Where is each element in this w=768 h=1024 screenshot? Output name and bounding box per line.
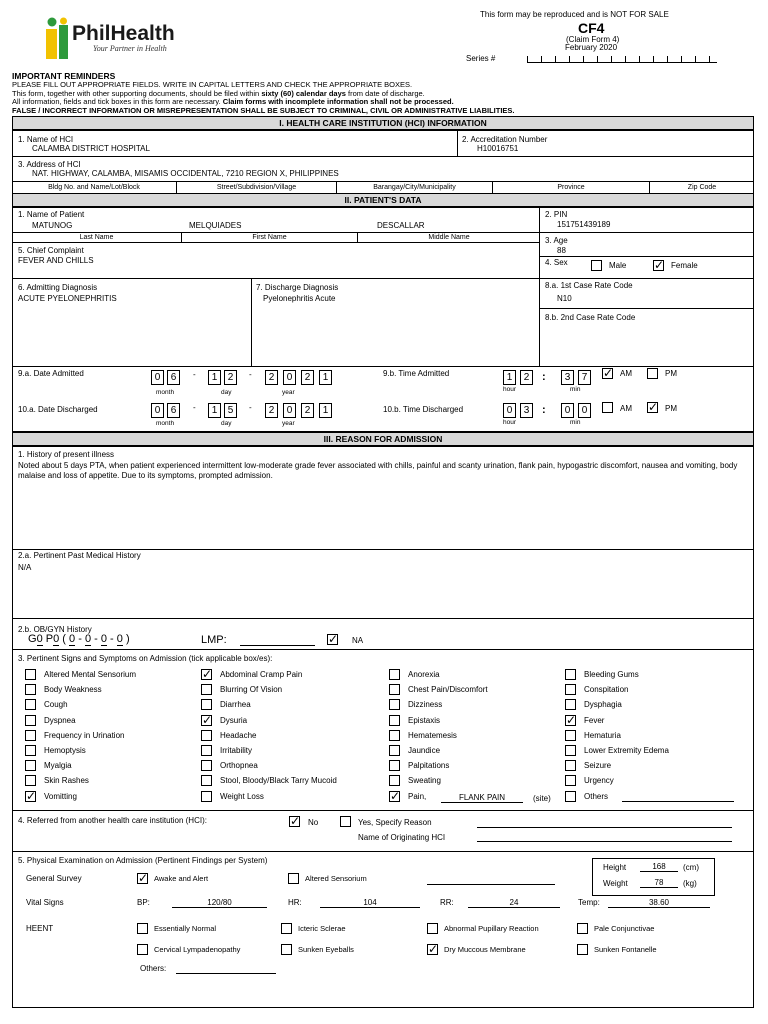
dis-min-label: min bbox=[570, 419, 581, 426]
hci-name-value[interactable]: CALAMBA DISTRICT HOSPITAL bbox=[32, 144, 150, 153]
ob-g-value[interactable]: 0 bbox=[36, 633, 43, 645]
symptom-checkbox[interactable] bbox=[25, 669, 36, 680]
dis-month-label: month bbox=[156, 420, 175, 427]
symptom-label: Dysphagia bbox=[584, 700, 622, 710]
altered-label: Altered Sensorium bbox=[305, 874, 367, 883]
date-discharged-label: 10.a. Date Discharged bbox=[18, 405, 98, 414]
hci-address-label: 3. Address of HCI bbox=[18, 160, 81, 169]
dis-hour-2[interactable]: 3 bbox=[520, 403, 533, 418]
symptom-checkbox[interactable] bbox=[201, 699, 212, 710]
diag-divider bbox=[12, 278, 754, 279]
lmp-field[interactable] bbox=[240, 645, 315, 646]
obgyn-values bbox=[28, 633, 130, 645]
others-field[interactable] bbox=[622, 801, 734, 802]
reminder-line-2b: sixty (60) calendar days bbox=[261, 89, 346, 98]
adm-dash-2: - bbox=[249, 370, 252, 379]
symptom-label: Hemoptysis bbox=[44, 746, 86, 755]
patient-name-label: 1. Name of Patient bbox=[18, 210, 85, 219]
dis-am-checkbox[interactable] bbox=[602, 402, 613, 413]
referred-yes-checkbox[interactable] bbox=[340, 816, 351, 827]
discharge-diagnosis-value[interactable]: Pyelonephritis Acute bbox=[263, 294, 336, 303]
addr-col-province: Province bbox=[493, 182, 650, 194]
symptom-label: Others bbox=[584, 791, 609, 801]
adm-hour-2[interactable]: 2 bbox=[520, 370, 533, 385]
general-survey-label: General Survey bbox=[26, 874, 82, 883]
hr-label: HR: bbox=[288, 898, 302, 907]
symptom-checkbox[interactable] bbox=[25, 730, 36, 741]
symptom-checkbox[interactable] bbox=[565, 699, 576, 710]
vital-signs-label: Vital Signs bbox=[26, 898, 64, 907]
symptom-checkbox[interactable] bbox=[201, 745, 212, 756]
referred-yes-label: Yes, Specify Reason bbox=[358, 818, 432, 827]
symptom-checkbox[interactable] bbox=[565, 745, 576, 756]
pin-label: 2. PIN bbox=[545, 210, 568, 219]
heent-dry-membrane-label: Dry Muccous Membrane bbox=[444, 945, 526, 954]
symptom-checkbox[interactable] bbox=[389, 669, 400, 680]
adm-dash-1: - bbox=[193, 370, 196, 379]
symptom-label: Orthopnea bbox=[220, 761, 258, 771]
time-admitted-label: 9.b. Time Admitted bbox=[383, 369, 450, 378]
adm-day-2[interactable]: 2 bbox=[224, 370, 237, 385]
symptom-checkbox[interactable]: ✓ bbox=[202, 667, 213, 681]
temp-label: Temp: bbox=[578, 898, 600, 907]
height-unit: (cm) bbox=[683, 863, 699, 872]
ob-paren-open: ( bbox=[62, 633, 66, 645]
ob-l[interactable]: 0 bbox=[116, 633, 123, 645]
hr-value[interactable]: 104 bbox=[320, 898, 420, 908]
dis-min-1[interactable]: 0 bbox=[561, 403, 574, 418]
ob-paren-close: ) bbox=[125, 633, 130, 645]
height-value[interactable]: 168 bbox=[640, 862, 678, 872]
complaint-value[interactable]: FEVER AND CHILLS bbox=[18, 256, 94, 265]
ob-p2[interactable]: 0 bbox=[84, 633, 92, 645]
time-discharged-label: 10.b. Time Discharged bbox=[383, 405, 464, 414]
age-label: 3. Age bbox=[545, 236, 568, 245]
hci-name-label: 1. Name of HCI bbox=[18, 135, 74, 144]
dis-hour-label: hour bbox=[503, 419, 517, 426]
symptom-label: Myalgia bbox=[44, 761, 72, 771]
symptom-label: Hematemesis bbox=[408, 730, 457, 740]
adm-colon: : bbox=[542, 371, 546, 383]
form-subtitle: (Claim Form 4) bbox=[566, 35, 620, 44]
symptom-label: Conspitation bbox=[584, 685, 629, 695]
heent-others-label: Others: bbox=[140, 964, 167, 973]
section-patient-title: II. PATIENT'S DATA bbox=[12, 193, 754, 207]
symptom-checkbox[interactable] bbox=[201, 791, 212, 802]
heent-fontanelle-label: Sunken Fontanelle bbox=[594, 945, 657, 954]
heent-pale-label: Pale Conjunctivae bbox=[594, 924, 655, 933]
hci-accred-label: 2. Accreditation Number bbox=[462, 135, 548, 144]
dis-year-4[interactable]: 1 bbox=[319, 403, 332, 418]
originating-hci-field[interactable] bbox=[477, 841, 732, 842]
reminder-line-3a: All information, fields and tick boxes in this form are necessary. bbox=[12, 97, 221, 106]
symptom-label: Dyspnea bbox=[44, 715, 76, 725]
rr-label: RR: bbox=[440, 898, 454, 907]
symptom-label: Lower Extremity Edema bbox=[584, 746, 669, 755]
ob-sep-1: - bbox=[78, 633, 82, 645]
adm-month-2[interactable]: 6 bbox=[167, 370, 180, 385]
ob-g: G bbox=[28, 633, 37, 645]
rr-value[interactable]: 24 bbox=[468, 898, 560, 908]
symptom-checkbox[interactable]: ✓ bbox=[26, 788, 37, 803]
heent-normal-label: Essentially Normal bbox=[154, 924, 217, 933]
case1-label: 8.a. 1st Case Rate Code bbox=[545, 281, 633, 290]
symptom-checkbox[interactable] bbox=[389, 699, 400, 710]
reminder-line-3b: Claim forms with incomplete information shall not be processed. bbox=[222, 97, 454, 106]
dis-year-2[interactable]: 0 bbox=[283, 403, 296, 418]
dis-hour-1[interactable]: 0 bbox=[503, 403, 516, 418]
addr-col-zip: Zip Code bbox=[687, 184, 717, 191]
referred-label: 4. Referred from another health care institution (HCI): bbox=[18, 816, 207, 825]
symptom-label: Body Weakness bbox=[44, 685, 102, 695]
adm-day-1[interactable]: 1 bbox=[208, 370, 221, 385]
case1-value[interactable]: N10 bbox=[557, 294, 572, 303]
symptom-checkbox[interactable] bbox=[25, 684, 36, 695]
case2-label: 8.b. 2nd Case Rate Code bbox=[545, 313, 636, 322]
symptom-checkbox[interactable] bbox=[201, 760, 212, 771]
form-code: CF4 bbox=[578, 20, 605, 36]
obgyn-label: 2.b. OB/GYN History bbox=[18, 625, 92, 634]
reminder-line-2a: This form, together with other supporting documents, should be filed within bbox=[12, 89, 260, 98]
col-first-name: First Name bbox=[182, 233, 358, 242]
section-hci-title: I. HEALTH CARE INSTITUTION (HCI) INFORMATION bbox=[12, 116, 754, 130]
originating-hci-label: Name of Originating HCI bbox=[358, 833, 446, 842]
case2-divider bbox=[539, 308, 754, 309]
symptom-checkbox[interactable] bbox=[25, 775, 36, 786]
symptom-label: Bleeding Gums bbox=[584, 670, 639, 679]
symptom-checkbox[interactable] bbox=[565, 760, 576, 771]
age-divider-top bbox=[539, 232, 754, 233]
symptom-label: Vomitting bbox=[44, 791, 77, 801]
heent-icteric-label: Icteric Sclerae bbox=[298, 924, 346, 933]
heent-dry-membrane-checkbox[interactable]: ✓ bbox=[428, 942, 439, 956]
symptom-label: Urgency bbox=[584, 776, 614, 786]
adm-min-1[interactable]: 3 bbox=[561, 370, 574, 385]
dis-day-label: day bbox=[221, 420, 232, 427]
hci-address-value[interactable]: NAT. HIGHWAY, CALAMBA, MISAMIS OCCIDENTAL, 7210 REGION X, PHILIPPINES bbox=[32, 169, 339, 178]
symptom-checkbox[interactable] bbox=[25, 699, 36, 710]
symptom-label: Jaundice bbox=[408, 746, 441, 755]
symptom-label: Frequency in Urination bbox=[44, 730, 125, 740]
symptom-checkbox[interactable]: ✓ bbox=[566, 712, 577, 727]
bp-value[interactable]: 120/80 bbox=[172, 898, 267, 908]
philhealth-logo bbox=[42, 16, 76, 62]
symptom-checkbox[interactable] bbox=[565, 730, 576, 741]
adm-month-1[interactable]: 0 bbox=[151, 370, 164, 385]
symptom-label: Fever bbox=[584, 715, 605, 725]
heent-fontanelle-checkbox[interactable] bbox=[577, 944, 588, 955]
symptom-checkbox[interactable]: ✓ bbox=[202, 712, 213, 727]
adm-year-3[interactable]: 2 bbox=[301, 370, 314, 385]
heent-icteric-checkbox[interactable] bbox=[281, 923, 292, 934]
temp-value[interactable]: 38.60 bbox=[608, 898, 710, 908]
reminder-line-4: FALSE / INCORRECT INFORMATION OR MISREPRESENTATION SHALL BE SUBJECT TO CRIMINAL, CIVIL OR ADMINISTRATIVE LIABILITIES. bbox=[12, 106, 515, 115]
symptom-label: Irritability bbox=[220, 746, 253, 755]
addr-col-barangay: Barangay/City/Municipality bbox=[337, 182, 493, 194]
dis-am-label: AM bbox=[620, 404, 632, 413]
reminder-line-3 bbox=[12, 97, 454, 106]
bp-label: BP: bbox=[137, 898, 150, 907]
ob-p-value[interactable]: 0 bbox=[53, 633, 60, 645]
symptom-label: Stool, Bloody/Black Tarry Mucoid bbox=[220, 776, 337, 786]
symptom-checkbox[interactable] bbox=[389, 684, 400, 695]
col-middle-name: Middle Name bbox=[428, 234, 470, 241]
referred-no-label: No bbox=[308, 818, 319, 827]
pe-label: 5. Physical Examination on Admission (Pertinent Findings per System) bbox=[18, 856, 268, 865]
ob-sep-3: - bbox=[110, 633, 114, 645]
pmh-label: 2.a. Pertinent Past Medical History bbox=[18, 551, 141, 560]
signs-label: 3. Pertinent Signs and Symptoms on Admission (tick applicable box/es): bbox=[18, 654, 273, 663]
symptom-label: Abdominal Cramp Pain bbox=[220, 670, 303, 679]
dis-month-1[interactable]: 0 bbox=[151, 403, 164, 418]
dis-year-3[interactable]: 2 bbox=[301, 403, 314, 418]
dis-colon: : bbox=[542, 404, 546, 416]
heent-cervical-checkbox[interactable] bbox=[137, 944, 148, 955]
date-admitted-label: 9.a. Date Admitted bbox=[18, 369, 84, 378]
symptom-checkbox[interactable] bbox=[25, 715, 36, 726]
heent-sunken-eyes-checkbox[interactable] bbox=[281, 944, 292, 955]
section-reason-title: III. REASON FOR ADMISSION bbox=[12, 432, 754, 446]
addr-col-street: Street/Subdivision/Village bbox=[177, 182, 337, 194]
adm-year-2[interactable]: 0 bbox=[283, 370, 296, 385]
na-checkbox[interactable]: ✓ bbox=[328, 632, 339, 646]
pain-site-value[interactable]: FLANK PAIN bbox=[441, 793, 523, 803]
dis-month-2[interactable]: 6 bbox=[167, 403, 180, 418]
symptom-label: Anorexia bbox=[408, 670, 440, 679]
admitting-diagnosis-label: 6. Admitting Diagnosis bbox=[18, 283, 98, 292]
form-date: February 2020 bbox=[565, 43, 618, 52]
symptom-label: Seizure bbox=[584, 761, 612, 771]
pmh-value[interactable]: N/A bbox=[18, 563, 32, 572]
adm-min-label: min bbox=[570, 386, 581, 393]
symptom-checkbox[interactable] bbox=[389, 745, 400, 756]
awake-label: Awake and Alert bbox=[154, 874, 209, 883]
symptom-checkbox[interactable] bbox=[389, 760, 400, 771]
col-last-name: Last Name bbox=[12, 233, 182, 242]
brand-name: PhilHealth bbox=[72, 22, 175, 45]
reproduce-note: This form may be reproduced and is NOT FOR SALE bbox=[480, 10, 669, 19]
age-value[interactable]: 88 bbox=[557, 246, 566, 255]
dis-dash-1: - bbox=[193, 403, 196, 412]
ob-t[interactable]: 0 bbox=[69, 633, 76, 645]
adm-am-checkbox[interactable]: ✓ bbox=[603, 366, 614, 380]
symptom-label: Chest Pain/Discomfort bbox=[408, 685, 488, 695]
dis-pm-checkbox[interactable]: ✓ bbox=[648, 400, 659, 414]
na-label: NA bbox=[352, 636, 364, 645]
male-checkbox[interactable] bbox=[591, 260, 602, 271]
patient-middle-name[interactable]: DESCALLAR bbox=[377, 221, 425, 230]
symptom-checkbox[interactable] bbox=[389, 775, 400, 786]
heent-others-field[interactable] bbox=[176, 973, 276, 974]
heent-label: HEENT bbox=[26, 924, 54, 933]
pain-site-label: (site) bbox=[533, 794, 551, 803]
ob-p: P bbox=[45, 633, 54, 645]
heent-normal-checkbox[interactable] bbox=[137, 923, 148, 934]
symptom-checkbox[interactable] bbox=[25, 745, 36, 756]
symptom-label: Dysuria bbox=[220, 715, 248, 725]
altered-field[interactable] bbox=[427, 884, 555, 885]
awake-checkbox[interactable]: ✓ bbox=[138, 871, 149, 885]
reminder-line-2c: from date of discharge. bbox=[348, 89, 425, 98]
symptom-checkbox[interactable]: ✓ bbox=[390, 788, 401, 803]
adm-hour-label: hour bbox=[503, 386, 517, 393]
dis-day-2[interactable]: 5 bbox=[224, 403, 237, 418]
symptom-label: Altered Mental Sensorium bbox=[44, 670, 137, 679]
symptom-checkbox[interactable] bbox=[389, 730, 400, 741]
symptom-checkbox[interactable] bbox=[201, 775, 212, 786]
symptom-label: Epistaxis bbox=[408, 715, 441, 725]
ob-a[interactable]: 0 bbox=[100, 633, 107, 645]
symptom-label: Weight Loss bbox=[220, 791, 264, 801]
weight-label: Weight bbox=[603, 879, 628, 888]
reminders-title: IMPORTANT REMINDERS bbox=[12, 71, 116, 81]
diag-col-divider bbox=[251, 278, 252, 366]
symptom-checkbox[interactable] bbox=[565, 791, 576, 802]
dis-min-2[interactable]: 0 bbox=[578, 403, 591, 418]
addr-col-bldg: Bldg No. and Name/Lot/Block bbox=[12, 182, 177, 194]
sex-divider-top bbox=[539, 256, 754, 257]
hci-accred-value[interactable]: H10016751 bbox=[477, 144, 519, 153]
series-label: Series # bbox=[466, 54, 496, 63]
heent-pupillary-label: Abnormal Pupillary Reaction bbox=[444, 924, 539, 933]
male-label: Male bbox=[609, 261, 627, 270]
altered-checkbox[interactable] bbox=[288, 873, 299, 884]
dis-pm-label: PM bbox=[665, 404, 677, 413]
ob-sep-2: - bbox=[94, 633, 98, 645]
dis-year-1[interactable]: 2 bbox=[265, 403, 278, 418]
height-label: Height bbox=[603, 863, 627, 872]
symptom-checkbox[interactable] bbox=[389, 715, 400, 726]
dis-dash-2: - bbox=[249, 403, 252, 412]
symptom-checkbox[interactable] bbox=[201, 730, 212, 741]
heent-pupillary-checkbox[interactable] bbox=[427, 923, 438, 934]
weight-value[interactable]: 78 bbox=[640, 878, 678, 888]
adm-year-1[interactable]: 2 bbox=[265, 370, 278, 385]
symptom-checkbox[interactable] bbox=[565, 669, 576, 680]
symptom-label: Diarrhea bbox=[220, 700, 251, 710]
series-number-field[interactable] bbox=[527, 56, 717, 63]
symptom-checkbox[interactable] bbox=[565, 684, 576, 695]
symptom-label: Dizziness bbox=[408, 700, 443, 710]
female-label: Female bbox=[671, 261, 698, 270]
admitting-diagnosis-value[interactable]: ACUTE PYELONEPHRITIS bbox=[18, 294, 117, 303]
adm-day-label: day bbox=[221, 389, 232, 396]
symptom-label: Skin Rashes bbox=[44, 776, 89, 786]
adm-pm-label: PM bbox=[665, 369, 677, 378]
complaint-label: 5. Chief Complaint bbox=[18, 246, 84, 255]
adm-am-label: AM bbox=[620, 369, 632, 378]
hpi-label: 1. History of present illness bbox=[18, 450, 115, 459]
referred-reason-field[interactable] bbox=[477, 827, 732, 828]
symptom-label: Palpitations bbox=[408, 761, 450, 771]
adm-min-2[interactable]: 7 bbox=[578, 370, 591, 385]
dis-year-label: year bbox=[282, 420, 295, 427]
patient-last-name[interactable]: MATUNOG bbox=[32, 221, 73, 230]
referred-no-checkbox[interactable]: ✓ bbox=[290, 814, 301, 828]
adm-year-label: year bbox=[282, 389, 295, 396]
pin-value[interactable]: 151751439189 bbox=[557, 220, 611, 229]
female-checkbox[interactable]: ✓ bbox=[654, 258, 665, 272]
dis-day-1[interactable]: 1 bbox=[208, 403, 221, 418]
brand-tagline: Your Partner in Health bbox=[93, 44, 167, 53]
symptom-label: Sweating bbox=[408, 776, 441, 786]
discharge-diagnosis-label: 7. Discharge Diagnosis bbox=[256, 283, 339, 292]
patient-first-name[interactable]: MELQUIADES bbox=[189, 221, 242, 230]
hpi-value[interactable]: Noted about 5 days PTA, when patient experienced intermittent low-moderate grade fever associated with chills, painful and scanty urination, flank pain, hypogastric discomfort, nausea and vomiting, body malaise and loss of appetite. Due to its symptoms, prompted admission. bbox=[18, 461, 738, 480]
symptom-label: Hematuria bbox=[584, 730, 621, 740]
symptom-label: Blurring Of Vision bbox=[220, 685, 283, 695]
heent-sunken-eyes-label: Sunken Eyeballs bbox=[298, 945, 354, 954]
adm-pm-checkbox[interactable] bbox=[647, 368, 658, 379]
symptom-checkbox[interactable] bbox=[565, 775, 576, 786]
symptom-checkbox[interactable] bbox=[25, 760, 36, 771]
adm-year-4[interactable]: 1 bbox=[319, 370, 332, 385]
patient-name-columns bbox=[12, 232, 540, 243]
symptom-label: Pain, bbox=[408, 791, 427, 801]
heent-pale-checkbox[interactable] bbox=[577, 923, 588, 934]
sex-label: 4. Sex bbox=[545, 258, 568, 267]
weight-unit: (kg) bbox=[683, 879, 697, 888]
symptom-checkbox[interactable] bbox=[201, 684, 212, 695]
reminder-line-1: PLEASE FILL OUT APPROPRIATE FIELDS. WRITE IN CAPITAL LETTERS AND CHECK THE APPROPRIATE BOXES. bbox=[12, 80, 413, 89]
lmp-label: LMP: bbox=[201, 634, 227, 646]
symptom-label: Headache bbox=[220, 730, 257, 740]
adm-hour-1[interactable]: 1 bbox=[503, 370, 516, 385]
heent-cervical-label: Cervical Lympadenopathy bbox=[154, 945, 241, 954]
symptom-label: Cough bbox=[44, 700, 68, 710]
adm-month-label: month bbox=[156, 389, 175, 396]
